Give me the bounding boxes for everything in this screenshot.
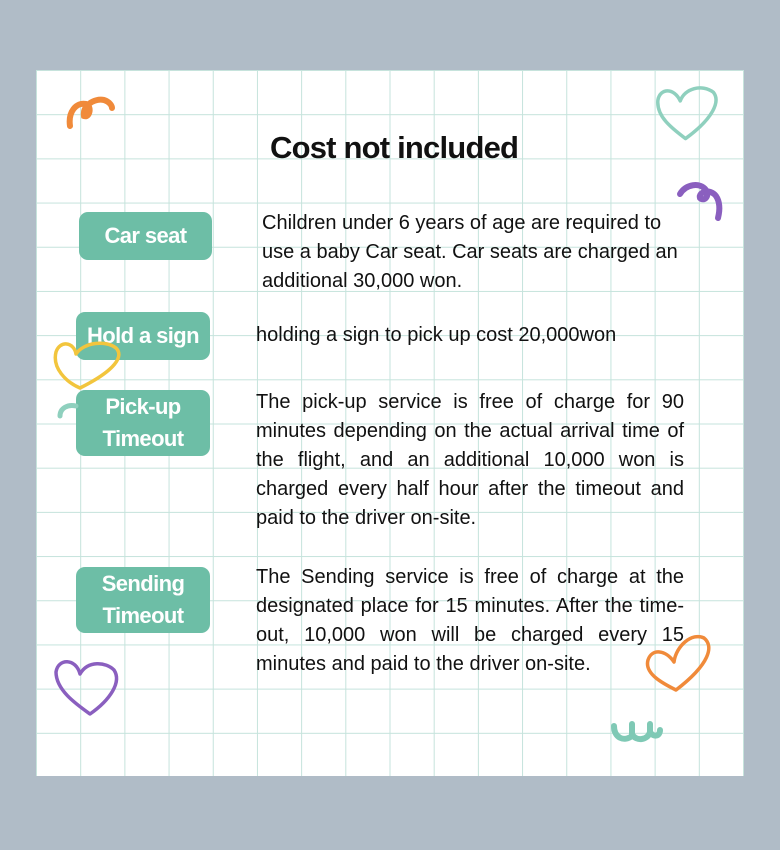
description-sending-timeout: The Sending service is free of charge at the designated place for 15 minutes. After the time-out, 10,000 won will be charged every 15 minutes and paid to the driver on-site. xyxy=(256,566,684,675)
orange-squiggle-icon xyxy=(64,96,118,130)
mint-heart-outline-icon xyxy=(652,82,724,144)
description-pick-up-timeout: The pick-up service is free of charge for 90 minutes depending on the actual arrival time of the flight, and an additional 10,000 won is charged every half hour after the timeout and paid to the driver on-site. xyxy=(256,391,684,529)
tag-label: Car seat xyxy=(104,223,187,248)
description-hold-a-sign: holding a sign to pick up cost 20,000won xyxy=(256,324,617,346)
page-title: Cost not included xyxy=(270,130,519,165)
mint-squiggle-icon xyxy=(56,400,86,420)
yellow-heart-outline-icon xyxy=(50,338,126,394)
description-car-seat: Children under 6 years of age are required to use a baby Car seat. Car seats are charged an additional 30,000 won. xyxy=(262,212,678,292)
tag-label: Hold a sign xyxy=(87,323,199,348)
mint-wave-icon xyxy=(610,716,664,748)
orange-heart-outline-icon xyxy=(640,634,716,694)
purple-squiggle-icon xyxy=(676,180,726,224)
tag-label: Sending Timeout xyxy=(101,571,185,628)
info-card xyxy=(36,70,744,776)
tag-label: Pick-up Timeout xyxy=(102,394,184,451)
purple-heart-outline-icon xyxy=(50,654,126,720)
tag-pick-up-timeout xyxy=(76,390,210,456)
tag-sending-timeout xyxy=(76,567,210,633)
tag-car-seat xyxy=(79,212,212,260)
